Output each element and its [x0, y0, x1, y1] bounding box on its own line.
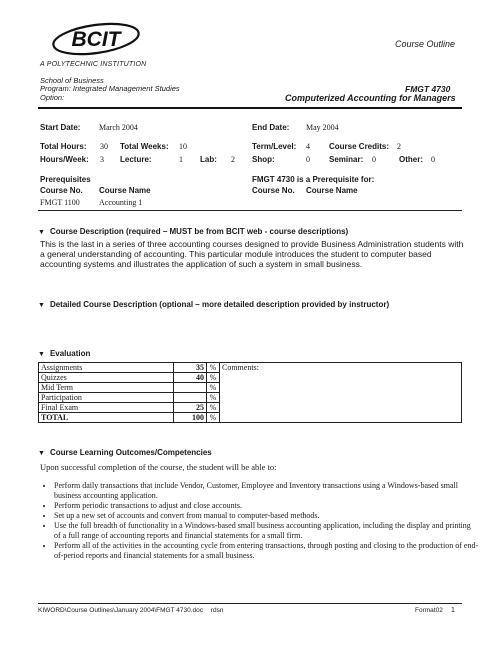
table-row [39, 363, 462, 373]
hours-week-label: Hours/Week: [40, 155, 89, 164]
doc-type: Course Outline [395, 39, 456, 49]
eval-label: Final Exam [39, 403, 174, 413]
school: School of Business [40, 76, 104, 85]
lecture-label: Lecture: [120, 155, 152, 164]
end-date-label: End Date: [252, 123, 290, 132]
other-label: Other: [399, 155, 423, 164]
chevron-down-icon: ▼ [38, 450, 45, 457]
outcomes-intro: Upon successful completion of the course, the student will be able to: [40, 462, 277, 472]
total-hours-label: Total Hours: [40, 142, 87, 151]
eval-value [174, 383, 207, 393]
eval-label: Mid Term [39, 383, 174, 393]
seminar-label: Seminar: [329, 155, 364, 164]
term-level-label: Term/Level: [252, 142, 297, 151]
course-code: FMGT 4730 [405, 84, 451, 94]
chevron-down-icon: ▼ [38, 229, 45, 236]
list-item: • Set up a new set of accounts and convert from manual to computer-based methods. [54, 511, 479, 521]
detailed-heading [38, 300, 389, 309]
credits-value: 2 [397, 142, 401, 151]
lecture-value: 1 [179, 155, 183, 164]
credits-label: Course Credits: [329, 142, 390, 151]
detailed-heading-text: Detailed Course Description (optional – more detailed description provided by instructor) [49, 300, 390, 309]
hours-week-value: 3 [100, 155, 104, 164]
footer-rule [38, 603, 462, 604]
lab-label: Lab: [200, 155, 217, 164]
list-item: • Perform daily transactions that include Vendor, Customer, Employee and Inventory transactions using a Windows-based small business accounting application. [54, 481, 479, 501]
eval-label: Assignments [39, 363, 174, 373]
list-item: • Perform periodic transactions to adjust and close accounts. [54, 501, 479, 511]
eval-label: TOTAL [39, 413, 174, 423]
list-item: • Perform all of the activities in the accounting cycle from entering transactions, through posting and closing to the production of end-of-period reports and financial statements for a small business. [54, 541, 479, 561]
start-date-label: Start Date: [40, 123, 81, 132]
footer-path [38, 607, 223, 614]
eval-pct: % [207, 373, 220, 383]
eval-label: Quizzes [39, 373, 174, 383]
is-prereq-course-no-label: Course No. [252, 186, 295, 195]
other-value: 0 [431, 155, 435, 164]
end-date-value: May 2004 [306, 123, 339, 132]
outcomes-heading [38, 448, 212, 457]
footer-form: Format02 [415, 607, 443, 614]
shop-value: 0 [306, 155, 310, 164]
eval-pct: % [207, 403, 220, 413]
eval-pct: % [207, 393, 220, 403]
course-title: Computerized Accounting for Managers [285, 93, 456, 103]
eval-value: 25 [174, 403, 207, 413]
description-heading-text: Course Description (required – MUST be from BCIT web - course descriptions) [49, 227, 349, 236]
prereq-course-no: FMGT 1100 [40, 198, 80, 207]
prereq-rule [38, 210, 462, 211]
evaluation-heading [38, 349, 90, 358]
header-rule [38, 107, 462, 109]
is-prereq-course-name-label: Course Name [306, 186, 358, 195]
prereq-course-name: Accounting 1 [99, 198, 143, 207]
program: Program: Integrated Management Studies [40, 84, 180, 93]
outcomes-list [40, 481, 479, 561]
eval-value: 100 [174, 413, 207, 423]
prereq-course-no-label: Course No. [40, 186, 83, 195]
page-number: 1 [451, 607, 455, 614]
prereq-course-name-label: Course Name [99, 186, 151, 195]
outcomes-heading-text: Course Learning Outcomes/Competencies [49, 448, 212, 457]
tagline: A POLYTECHNIC INSTITUTION [40, 61, 147, 68]
bcit-logo [50, 22, 142, 56]
eval-value [174, 393, 207, 403]
eval-comments: Comments: [220, 363, 462, 423]
is-prereq-title: FMGT 4730 is a Prerequisite for: [252, 175, 375, 184]
description-heading [38, 227, 348, 236]
seminar-value: 0 [372, 155, 376, 164]
eval-pct: % [207, 363, 220, 373]
term-level-value: 4 [306, 142, 310, 151]
start-date-value: March 2004 [99, 123, 138, 132]
total-weeks-value: 10 [179, 142, 187, 151]
evaluation-heading-text: Evaluation [49, 349, 91, 358]
lab-value: 2 [231, 155, 235, 164]
eval-pct: % [207, 383, 220, 393]
chevron-down-icon: ▼ [38, 351, 45, 358]
footer-path-tail: rdsn [210, 607, 224, 614]
shop-label: Shop: [252, 155, 275, 164]
option: Option: [40, 93, 65, 102]
bcit-logo-text: BCIT [71, 28, 121, 51]
eval-pct: % [207, 413, 220, 423]
description-body: This is the last in a series of three accounting courses designed to provide Business Administration students with a general understanding of accounting. This particular module introduces the student to computer based accounting systems and illustrates the application of such a system in small business. [40, 239, 464, 269]
footer-path-text: KIWORD\Course Outlines\January 2004\FMGT 4730.doc [38, 607, 203, 614]
eval-label: Participation [39, 393, 174, 403]
evaluation-table [38, 362, 462, 423]
total-weeks-label: Total Weeks: [120, 142, 169, 151]
list-item: • Use the full breadth of functionality in a Windows-based small business accounting application, including the display and printing of a full range of accounting reports and financial statements for a small firm. [54, 521, 479, 541]
eval-value: 35 [174, 363, 207, 373]
eval-value: 40 [174, 373, 207, 383]
chevron-down-icon: ▼ [38, 302, 45, 309]
prereq-title: Prerequisites [40, 175, 91, 184]
total-hours-value: 30 [100, 142, 108, 151]
